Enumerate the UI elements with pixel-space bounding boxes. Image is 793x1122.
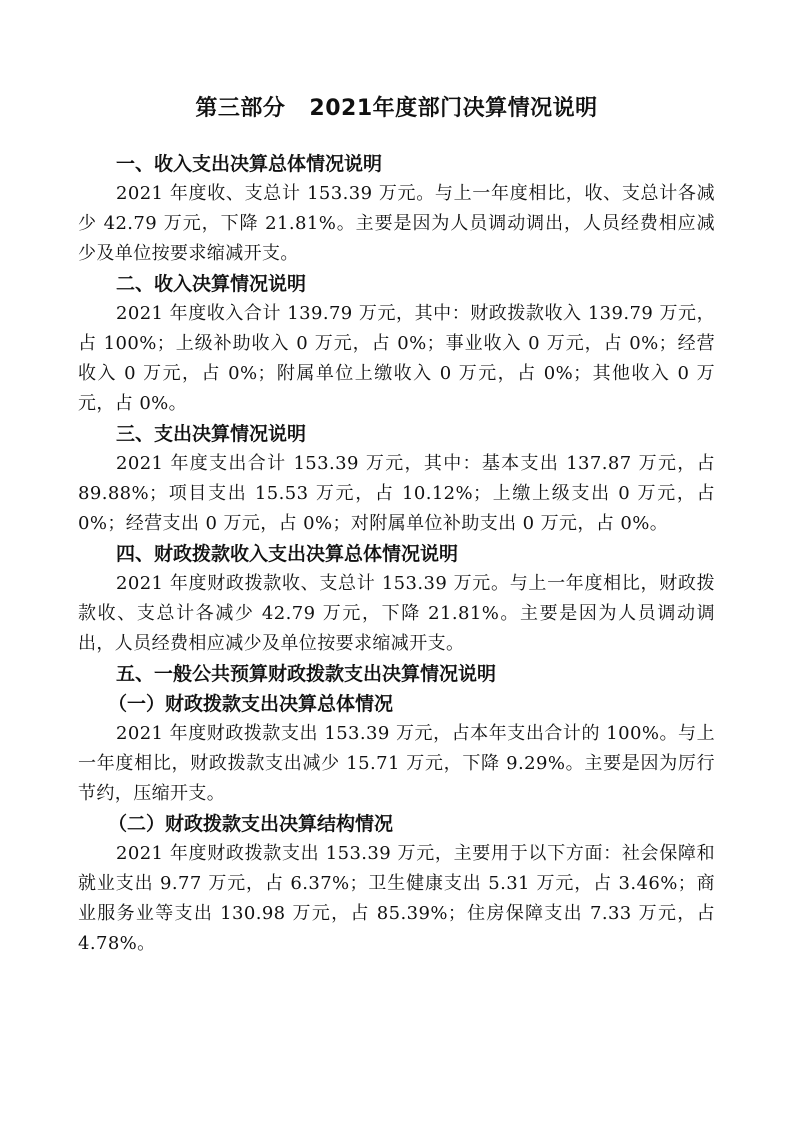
title-main: 2021年度部门决算情况说明: [309, 96, 598, 121]
section-paragraph-2: 2021 年度收入合计 139.79 万元，其中：财政拨款收入 139.79 万元，占 100%；上级补助收入 0 万元，占 0%；事业收入 0 万元，占 0%；经营收入 0 万元，占 0%；附属单位上缴收入 0 万元，占 0%；其他收入 0 万元，占 0%。: [78, 303, 715, 414]
subsection-paragraph-5-2: 2021 年度财政拨款支出 153.39 万元，主要用于以下方面：社会保障和就业支出 9.77 万元，占 6.37%；卫生健康支出 5.31 万元，占 3.46%；商业服务业等支出 130.98 万元，占 85.39%；住房保障支出 7.33 万元，占 4.78%。: [78, 843, 715, 954]
section-paragraph-1: 2021 年度收、支总计 153.39 万元。与上一年度相比，收、支总计各减少 42.79 万元，下降 21.81%。主要是因为人员调动调出，人员经费相应减少及单位按要求缩减开支。: [78, 183, 715, 264]
title-part: 第三部分: [195, 96, 286, 121]
section-heading-3: 三、支出决算情况说明: [116, 423, 307, 445]
section-heading-2: 二、收入决算情况说明: [116, 273, 307, 295]
section-paragraph-4: 2021 年度财政拨款收、支总计 153.39 万元。与上一年度相比，财政拨款收、支总计各减少 42.79 万元，下降 21.81%。主要是因为人员调动调出，人员经费相应减少及单位按要求缩减开支。: [78, 573, 715, 654]
subsection-heading-5-1: （一）财政拨款支出决算总体情况: [108, 693, 394, 715]
section-heading-4: 四、财政拨款收入支出决算总体情况说明: [116, 543, 459, 565]
subsection-paragraph-5-1: 2021 年度财政拨款支出 153.39 万元，占本年支出合计的 100%。与上一年度相比，财政拨款支出减少 15.71 万元，下降 9.29%。主要是因为厉行节约，压缩开支。: [78, 723, 715, 804]
section-heading-5: 五、一般公共预算财政拨款支出决算情况说明: [116, 663, 497, 685]
subsection-heading-5-2: （二）财政拨款支出决算结构情况: [108, 813, 394, 835]
page-title: [78, 93, 715, 125]
section-heading-1: 一、收入支出决算总体情况说明: [116, 153, 383, 175]
section-paragraph-3: 2021 年度支出合计 153.39 万元，其中：基本支出 137.87 万元，占 89.88%；项目支出 15.53 万元，占 10.12%；上缴上级支出 0 万元，占 0%；经营支出 0 万元，占 0%；对附属单位补助支出 0 万元，占 0%。: [78, 453, 715, 534]
